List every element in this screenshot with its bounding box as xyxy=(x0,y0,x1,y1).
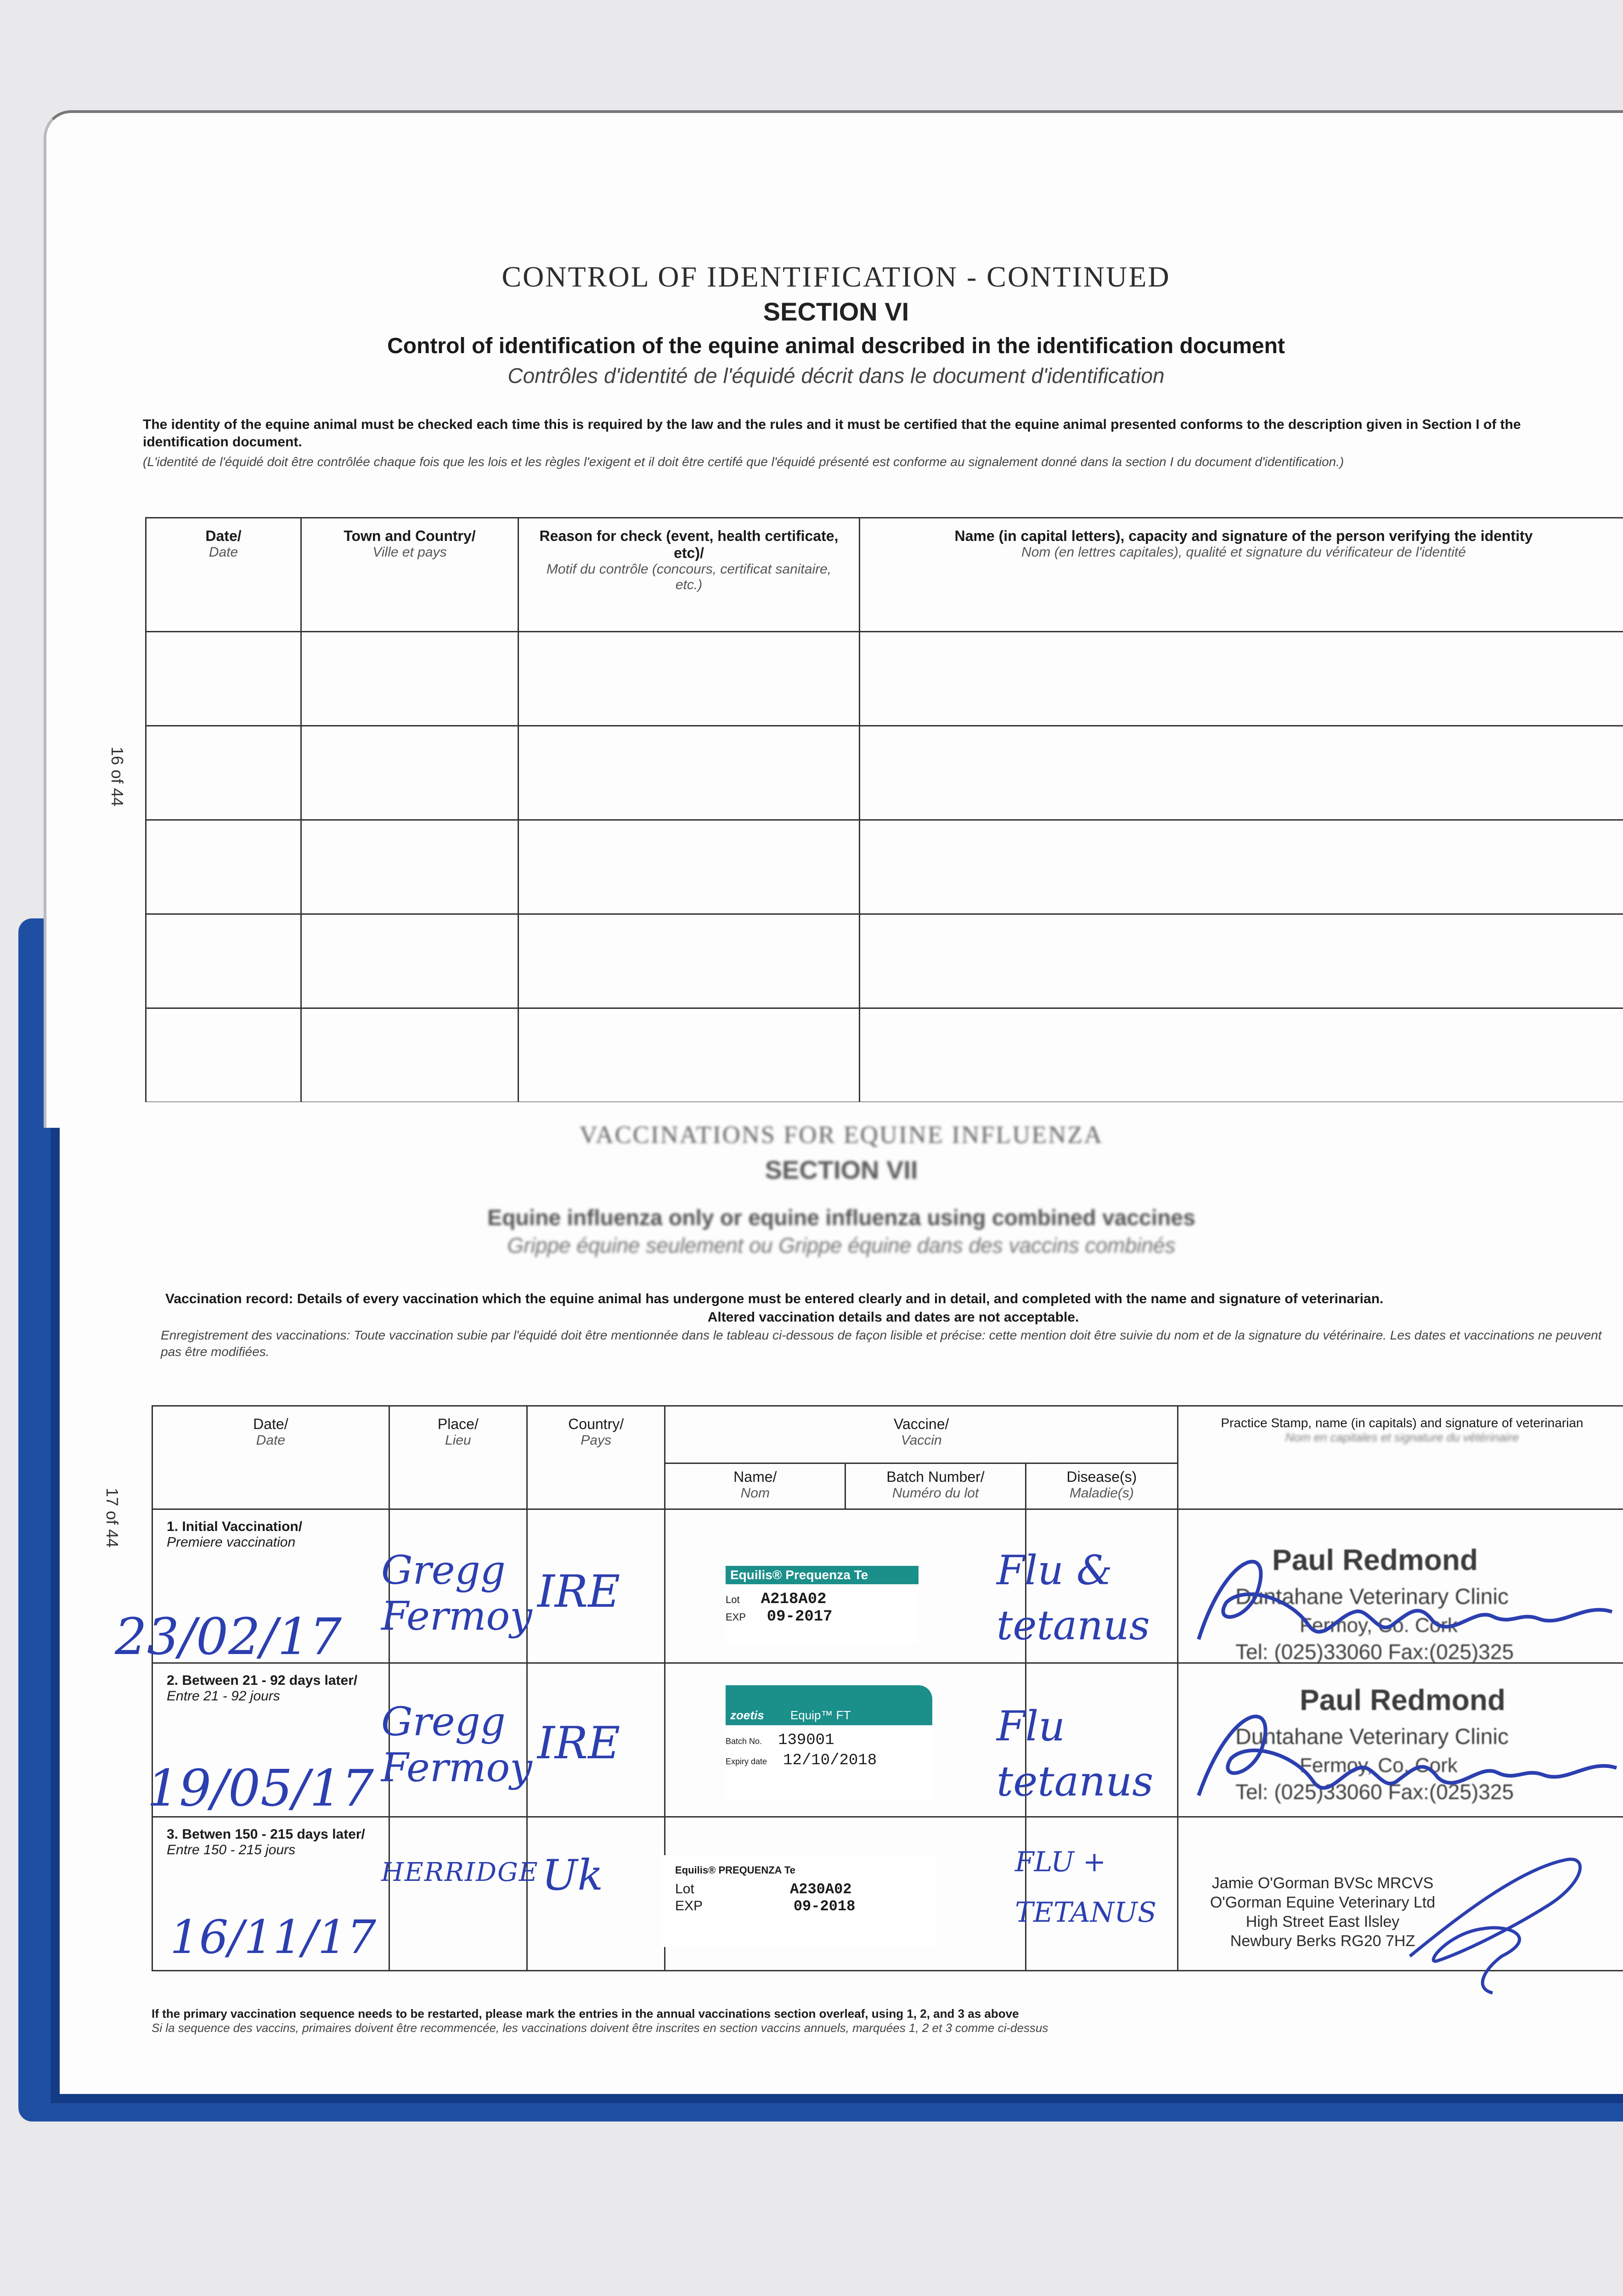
col-disease-header: Disease(s) Maladie(s) xyxy=(1026,1463,1178,1509)
row2-stamp-tel: Tel: (025)33060 Fax:(025)325 xyxy=(1235,1780,1514,1804)
row2-stamp-clinic: Duntahane Veterinary Clinic xyxy=(1235,1725,1509,1749)
table-row xyxy=(146,726,1623,820)
vaccination-row-1: 1. Initial Vaccination/ Premiere vaccination xyxy=(152,1509,1623,1663)
row1-stamp-name: Paul Redmond xyxy=(1272,1543,1478,1576)
table-row xyxy=(146,914,1623,1008)
row3-stamp: Jamie O'Gorman BVSc MRCVS O'Gorman Equine Veterinary Ltd High Street East Ilsley Newbury Berks RG20 7HZ xyxy=(1210,1874,1436,1950)
row1-exp-label: EXP xyxy=(726,1611,746,1623)
col-town-header: Town and Country/ Ville et pays xyxy=(301,518,518,632)
col-reason-header: Reason for check (event, health certificate, etc)/ Motif du contrôle (concours, certificat sanitaire, etc.) xyxy=(518,518,860,632)
row3-country: Uk xyxy=(542,1851,603,1900)
col-name-header: Name/ Nom xyxy=(665,1463,845,1509)
row1-disease: Flu & tetanus xyxy=(997,1547,1150,1649)
vaccination-row-3: 3. Betwen 150 - 215 days later/ Entre 150 - 215 jours xyxy=(152,1817,1623,1971)
page-number-bottom: 17 of 44 xyxy=(103,1488,122,1548)
row3-exp: 09-2018 xyxy=(793,1898,856,1915)
row2-date: 19/05/17 xyxy=(147,1759,374,1818)
section-vi-heading-fr: Contrôles d'identité de l'équidé décrit dans le document d'identification xyxy=(507,364,1165,388)
row2-country: IRE xyxy=(537,1717,620,1769)
record-note-en-2: Altered vaccination details and dates are not acceptable. xyxy=(707,1310,1079,1325)
row2-stamp-town: Fermoy, Co. Cork xyxy=(1300,1754,1458,1777)
record-note-fr: Enregistrement des vaccinations: Toute vaccination subie par l'équidé doit être mentionnée dans le tableau ci-dessous de façon lisible et précise: cette mention doit être suivie du nom et de la signature du vétérinaire. Les dates et vaccinations ne peuvent pas être modifiées. xyxy=(161,1328,1602,1359)
col-vaccine-header: Vaccine/ Vaccin xyxy=(665,1406,1178,1463)
row2-disease: Flu tetanus xyxy=(997,1702,1154,1806)
col-stamp-header: Practice Stamp, name (in capitals) and signature of veterinarian Nom en capitales et signature du vétérinaire xyxy=(1178,1406,1623,1509)
row1-place: Gregg Fermoy xyxy=(381,1548,532,1639)
row1-lot: A218A02 xyxy=(761,1591,827,1608)
row1-vaccine-brand: Equilis® Prequenza Te xyxy=(726,1566,919,1584)
section-vi-title: SECTION VI xyxy=(763,297,909,326)
row2-lot-label: Batch No. xyxy=(726,1737,762,1746)
row3-disease: FLU + TETANUS xyxy=(1015,1846,1157,1929)
section-vi-heading-en: Control of identification of the equine animal described in the identification document xyxy=(387,334,1285,358)
col-verifier-header: Name (in capital letters), capacity and signature of the person verifying the identity Nom (en lettres capitales), qualité et signature du vérificateur de l'identité xyxy=(860,518,1623,632)
col-batch-header: Batch Number/ Numéro du lot xyxy=(845,1463,1026,1509)
section-vii-title: SECTION VII xyxy=(765,1155,918,1184)
bottom-banner: VACCINATIONS FOR EQUINE INFLUENZA xyxy=(579,1121,1104,1148)
row3-vaccine-label xyxy=(661,1855,937,1947)
top-page xyxy=(44,110,1623,1128)
table-row xyxy=(146,820,1623,914)
page-number-top: 16 of 44 xyxy=(108,747,127,807)
row1-signature xyxy=(1171,1534,1621,1671)
intro-en: The identity of the equine animal must be checked each time this is required by the law and the rules and it must be certified that the equine animal presented conforms to the description given in Section I of the identification document. xyxy=(143,417,1521,450)
row3-date: 16/11/17 xyxy=(170,1910,377,1964)
row2-vaccine-product: Equip™ FT xyxy=(790,1708,851,1722)
col-date-header: Date/ Date xyxy=(146,518,301,632)
row1-stamp-tel: Tel: (025)33060 Fax:(025)325 xyxy=(1235,1640,1514,1664)
row1-country: IRE xyxy=(537,1566,620,1617)
row3-lot: A230A02 xyxy=(790,1881,852,1898)
row2-lot: 139001 xyxy=(778,1732,834,1749)
row1-exp: 09-2017 xyxy=(766,1608,833,1626)
row2-signature xyxy=(1171,1685,1621,1823)
footnote: If the primary vaccination sequence needs to be restarted, please mark the entries in the annual vaccinations section overleaf, using 1, 2, and 3 as above Si la sequence des vaccins, primaires doivent être recommencée, les vaccinations doivent être inscrites en section vaccins annuels, marquées 1, 2 et 3 comme ci-dessus xyxy=(152,2007,1048,2035)
row2-exp-label: Expiry date xyxy=(726,1757,767,1766)
row3-exp-label: EXP xyxy=(675,1898,703,1913)
row1-stamp-town: Fermoy, Co. Cork xyxy=(1300,1614,1458,1637)
row1-vaccine-label xyxy=(726,1566,919,1644)
section-vii-heading-en: Equine influenza only or equine influenza using combined vaccines xyxy=(487,1206,1195,1230)
bottom-page xyxy=(60,1102,1623,2094)
row3-lot-label: Lot xyxy=(675,1881,694,1896)
identity-check-table xyxy=(145,517,1623,1103)
col-date-header: Date/ Date xyxy=(152,1406,389,1509)
vaccination-row-2: 2. Between 21 - 92 days later/ Entre 21 - 92 jours xyxy=(152,1663,1623,1817)
section-vii-heading-fr: Grippe équine seulement ou Grippe équine dans des vaccins combinés xyxy=(507,1233,1176,1257)
record-note-en: Vaccination record: Details of every vaccination which the equine animal has undergone must be entered clearly and in detail, and completed with the name and signature of veterinarian. xyxy=(165,1291,1384,1306)
row2-exp: 12/10/2018 xyxy=(783,1752,877,1769)
row3-vaccine-brand: Equilis® PREQUENZA Te xyxy=(675,1864,795,1876)
row2-vaccine-label xyxy=(726,1685,932,1800)
table-row xyxy=(146,632,1623,726)
row1-lot-label: Lot xyxy=(726,1594,740,1605)
intro-fr: (L'identité de l'équidé doit être contrôlée chaque fois que les lois et les règles l'exigent et il doit être certifé que l'équidé présenté est conforme au signalement donné dans la section I du document d'identification.) xyxy=(143,455,1344,469)
row1-stamp-clinic: Duntahane Veterinary Clinic xyxy=(1235,1585,1509,1609)
row1-date: 23/02/17 xyxy=(115,1607,342,1666)
row2-stamp-name: Paul Redmond xyxy=(1300,1683,1506,1716)
row2-place: Gregg Fermoy xyxy=(381,1699,532,1791)
top-banner: CONTROL OF IDENTIFICATION - CONTINUED xyxy=(502,260,1171,293)
row2-vaccine-brand: zoetis xyxy=(730,1708,764,1722)
table-row xyxy=(146,1008,1623,1103)
col-country-header: Country/ Pays xyxy=(527,1406,665,1509)
col-place-header: Place/ Lieu xyxy=(389,1406,527,1509)
row3-place: HERRIDGE xyxy=(381,1857,539,1887)
row3-signature xyxy=(1392,1851,1612,2002)
